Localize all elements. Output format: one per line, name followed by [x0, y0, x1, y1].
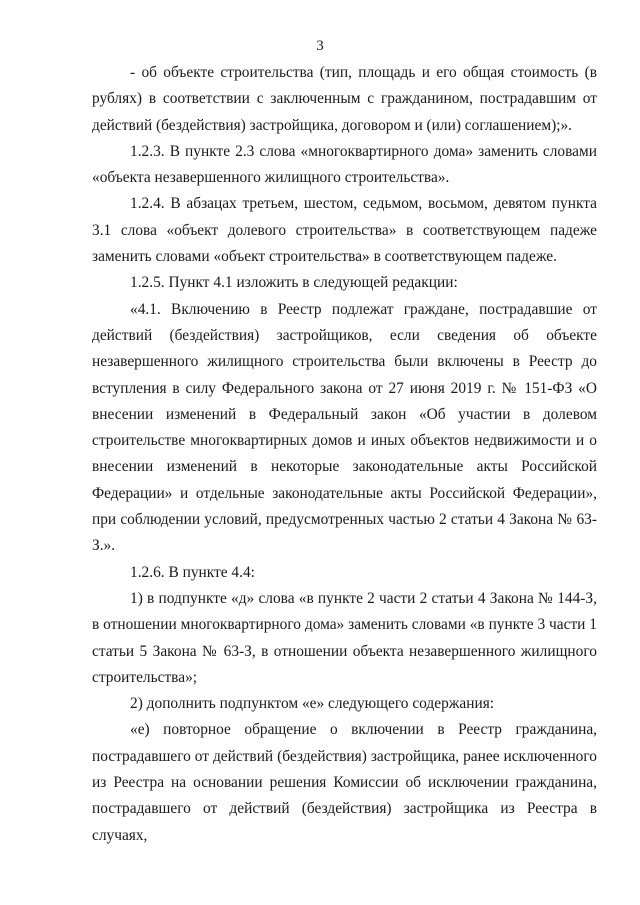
paragraph-1-2-5: 1.2.5. Пункт 4.1 изложить в следующей редакции:: [130, 274, 458, 292]
paragraph-object-info: - об объекте строительства (тип, площадь и его общая стоимость (в рублях) в соответствии с заключенным с гражданином, пострадавшим от действий (бездействия) застройщика, договором и (или) соглашением);».: [92, 64, 597, 134]
paragraph-subitem-e: «е) повторное обращение о включении в Реестр гражданина, пострадавшего от действий (бездействия) застройщика, ранее исключенного из Реестра на основании решения Комиссии об исключении гражданина, пострадавшего от действий (бездействия) застройщика из Реестра в случаях,: [92, 721, 597, 844]
paragraph-1-2-6: 1.2.6. В пункте 4.4:: [130, 563, 255, 581]
page-number: 3: [316, 38, 324, 54]
paragraph-1-2-3: 1.2.3. В пункте 2.3 слова «многоквартирного дома» заменить словами «объекта незавершенного жилищного строительства».: [92, 142, 597, 187]
paragraph-subitem-1: 1) в подпункте «д» слова «в пункте 2 части 2 статьи 4 Закона № 144-З, в отношении многоквартирного дома» заменить словами «в пункте 3 части 1 статьи 5 Закона № 63-З, в отношении объекта незавершенного жилищного строительства»;: [92, 589, 597, 686]
document-body: [92, 60, 597, 849]
paragraph-subitem-2: 2) дополнить подпунктом «е» следующего содержания:: [130, 695, 495, 713]
paragraph-1-2-4: 1.2.4. В абзацах третьем, шестом, седьмом, восьмом, девятом пункта 3.1 слова «объект долевого строительства» в соответствующем падеже заменить словами «объект строительства» в соответствующем падеже.: [92, 195, 597, 266]
paragraph-4-1: «4.1. Включению в Реестр подлежат граждане, пострадавшие от действий (бездействия) застройщиков, если сведения об объекте незавершенного жилищного строительства были включены в Реестр до вступления в силу Федерального закона от 27 июня 2019 г. № 151-ФЗ «О внесении изменений в Федеральный закон «Об участии в долевом строительстве многоквартирных домов и иных объектов недвижимости и о внесении изменений в некоторые законодательные акты Российской Федерации» и отдельные законодательные акты Российской Федерации», при соблюдении условий, предусмотренных частью 2 статьи 4 Закона № 63-З.».: [92, 300, 597, 555]
